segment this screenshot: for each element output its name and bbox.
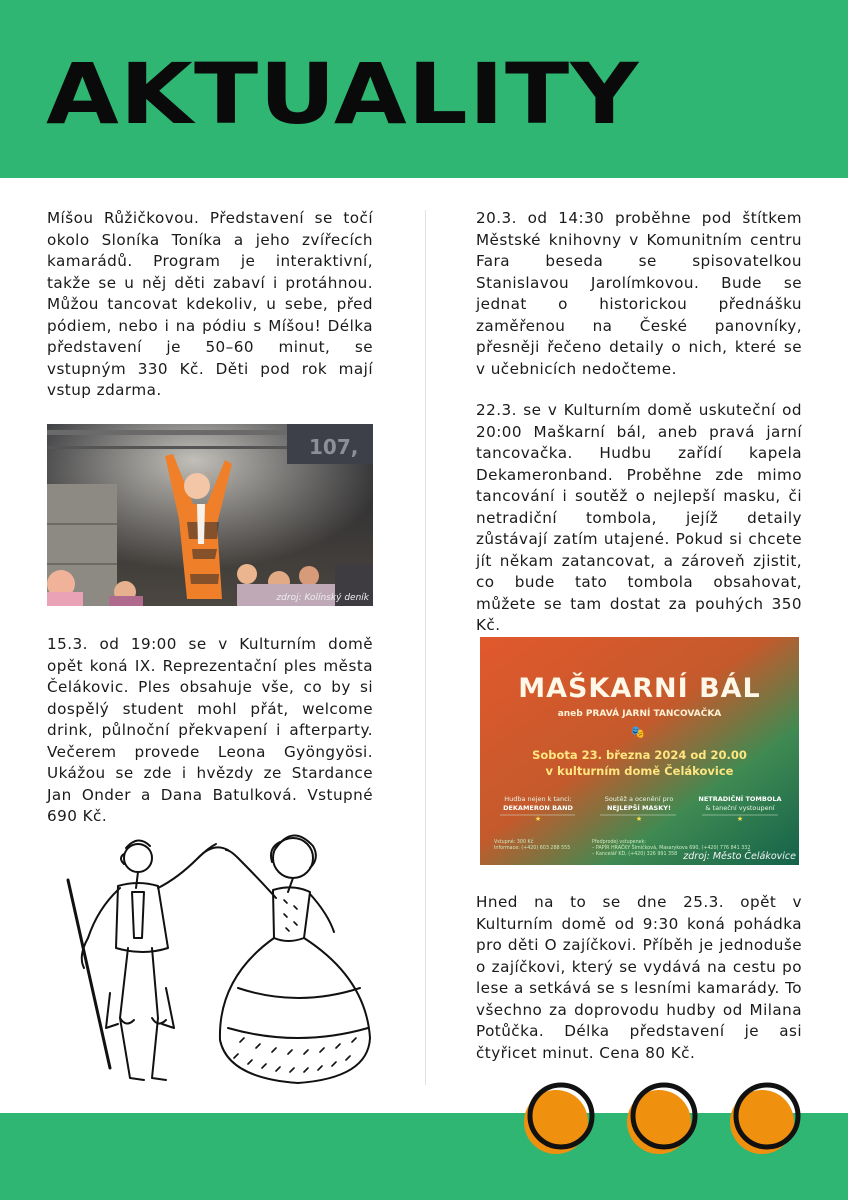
poster-date-line: Sobota 23. března 2024 od 20.00 <box>532 748 747 762</box>
theatre-masks-icon: 🎭 <box>630 725 645 739</box>
poster-tombola-label: & taneční vystoupení <box>705 803 775 812</box>
star-icon: ★ <box>736 815 744 823</box>
performance-photo <box>47 424 373 606</box>
poster-presale-title: Předprodej vstupenek: <box>592 840 647 845</box>
decorative-circle-icon <box>727 1080 803 1156</box>
poster-presale-office: – Kancelář KD, (+420) 326 991 358 <box>592 852 678 857</box>
poster-contest-title: NEJLEPŠÍ MASKY! <box>607 803 671 812</box>
poster-tombola-title: NETRADIČNÍ TOMBOLA <box>698 795 782 803</box>
column-divider <box>425 210 426 1085</box>
star-icon: ★ <box>534 815 542 823</box>
poster-music-band: DEKAMERON BAND <box>503 803 573 812</box>
poster-date <box>480 747 799 779</box>
poster-info-music <box>492 795 584 824</box>
masquerade-poster <box>480 637 799 865</box>
footer-band <box>0 1113 848 1200</box>
poster-entry-price: Vstupné: 300 Kč <box>494 840 534 845</box>
article-paragraph-ball: 15.3. od 19:00 se v Kulturním domě opět koná IX. Reprezentační ples města Čelákovic. Ples obsahuje vše, co by si dospělý student mohl přát, welcome drink, půlnoční překvapení i afterparty. Večerem provede Leona Gyöngyösi. Ukážou se zde i hvězdy ze Stardance Jan Onder a Dana Batulková. Vstupné 690 Kč. <box>47 635 373 825</box>
poster-presale-shop: – PAPÍR HRAČKY Šimíčková, Masarykova 690, (+420) 776 841 332 <box>592 846 751 851</box>
article-paragraph-children-show: Míšou Růžičkovou. Představení se točí okolo Sloníka Toníka a jeho zvířecích kamarádů. Program je interaktivní, takže se u něj děti zabaví i protáhnou. Můžou tancovat kdekoliv, u sebe, před pódiem, nebo i na pódiu s Míšou! Délka představení je 50–60 minut, se vstupným 330 Kč. Děti pod rok mají vstup zdarma. <box>47 209 373 399</box>
poster-music-label: Hudba nejen k tanci: <box>504 795 572 803</box>
poster-place-line: v kulturním domě Čelákovice <box>545 764 734 778</box>
poster-info-tombola <box>694 795 786 824</box>
poster-entry-info: Informace: (+420) 603 288 555 <box>494 846 571 851</box>
poster-subtitle: aneb PRAVÁ JARNÍ TANCOVAČKA <box>557 709 722 719</box>
poster-info-contest <box>593 795 685 824</box>
decorative-circle-icon <box>521 1080 597 1156</box>
poster-title: MAŠKARNÍ BÁL <box>518 673 761 704</box>
svg-text:107,: 107, <box>309 435 359 459</box>
article-paragraph-fairytale: Hned na to se dne 25.3. opět v Kulturním domě od 9:30 koná pohádka pro děti O zajíčkovi. Příběh je jednoduše o zajíčkovi, který se vydává na cestu po lese a setkává se s lesními kamarády. To všechno za doprovodu hudby od Milana Potůčka. Délka představení je asi čtyřicet minut. Cena 80 Kč. <box>476 893 802 1062</box>
page-title: AKTUALITY <box>46 45 640 143</box>
photo-caption: zdroj: Kolínský deník <box>276 593 369 603</box>
dancing-couple-illustration <box>48 828 378 1090</box>
article-paragraph-lecture: 20.3. od 14:30 proběhne pod štítkem Městské knihovny v Komunitním centru Fara beseda se spisovatelkou Stanislavou Jarolímkovou. Bude se jednat o historickou přednášku zaměřenou na České panovníky, přesněji řečeno detaily o nich, které se v učebnicích nedočteme. <box>476 209 802 378</box>
poster-footer-entry <box>494 840 570 852</box>
poster-caption: zdroj: Město Čelákovice <box>683 851 796 862</box>
decorative-circle-icon <box>624 1080 700 1156</box>
article-paragraph-masquerade: 22.3. se v Kulturním domě uskuteční od 20:00 Maškarní bál, aneb pravá jarní tancovačka. Hudbu zařídí kapela Dekameronband. Proběhne zde mimo tancování i soutěž o nejlepší masku, či netradiční tombola, jejíž detaily zůstávají zatím utajené. Pokud si chcete jít někam zatancovat, a zároveň zjistit, co bude tato tombola obsahovat, můžete se tam dostat za pouhých 350 Kč. <box>476 401 802 634</box>
star-icon: ★ <box>635 815 643 823</box>
poster-contest-label: Soutěž a ocenění pro <box>604 795 674 803</box>
performance-photo-image <box>47 424 373 606</box>
